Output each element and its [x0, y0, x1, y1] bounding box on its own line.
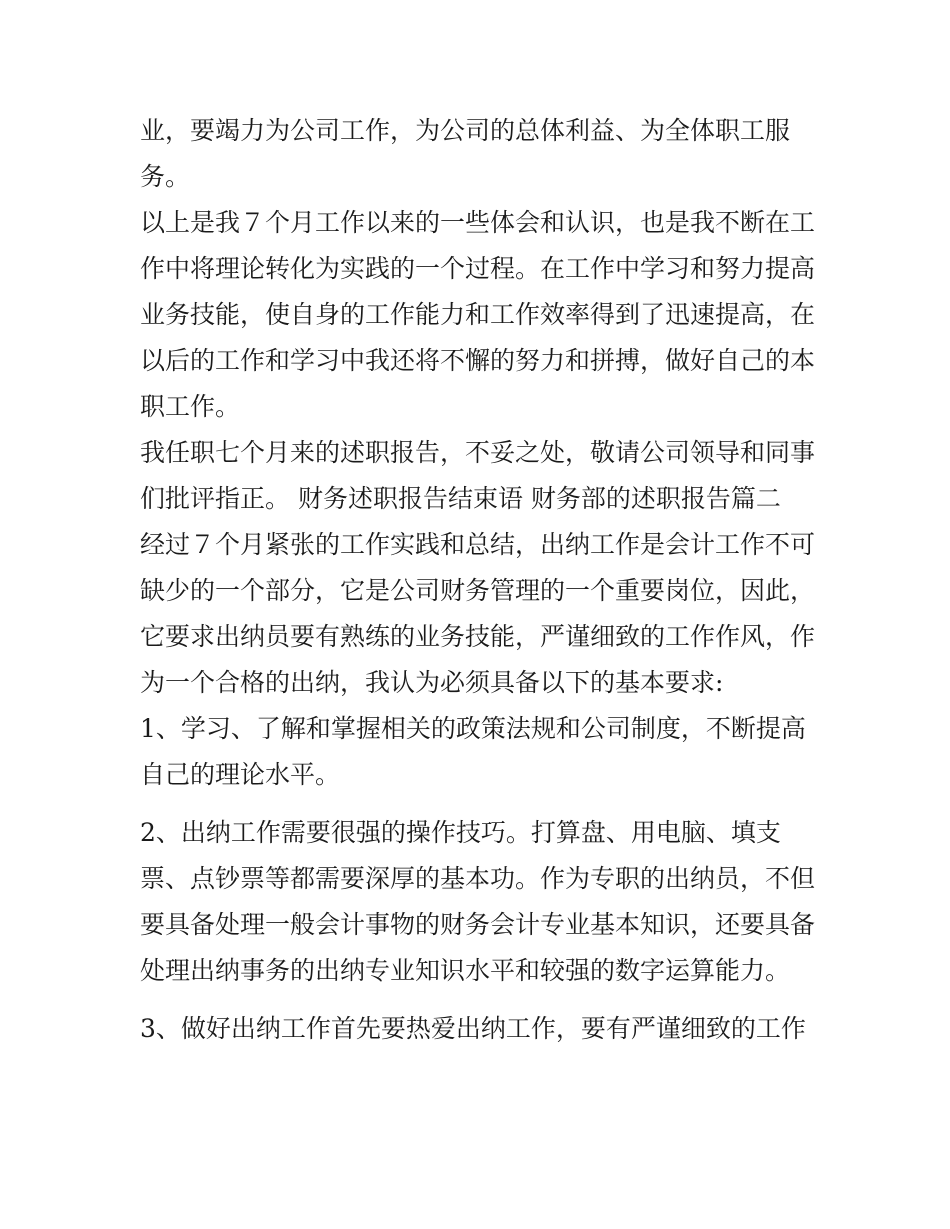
- text-line: 业，要竭力为公司工作，为公司的总体利益、为全体职工服: [140, 116, 791, 145]
- text-line: 它要求出纳员要有熟练的业务技能，严谨细致的工作作风，作: [140, 622, 816, 651]
- text-line: 缺少的一个部分，它是公司财务管理的一个重要岗位，因此，: [140, 576, 816, 605]
- text-line: 业务技能，使自身的工作能力和工作效率得到了迅速提高，在: [140, 300, 816, 329]
- text-line: 要具备处理一般会计事物的财务会计专业基本知识，还要具备: [140, 910, 816, 939]
- text-line: 处理出纳事务的出纳专业知识水平和较强的数字运算能力。: [140, 956, 791, 985]
- text-line: 我任职七个月来的述职报告，不妥之处，敬请公司领导和同事: [140, 438, 816, 467]
- text-line: 经过７个月紧张的工作实践和总结，出纳工作是会计工作不可: [140, 530, 816, 559]
- document-body: [140, 108, 820, 1052]
- text-line: 以后的工作和学习中我还将不懈的努力和拼搏，做好自己的本: [140, 346, 816, 375]
- text-line: 3、做好出纳工作首先要热爱出纳工作，要有严谨细致的工作: [140, 1014, 806, 1043]
- text-line: 票、点钞票等都需要深厚的基本功。作为专职的出纳员，不但: [140, 864, 816, 893]
- text-line: 职工作。: [140, 392, 241, 421]
- text-line: 1、学习、了解和掌握相关的政策法规和公司制度，不断提高: [140, 714, 806, 743]
- text-line: 作中将理论转化为实践的一个过程。在工作中学习和努力提高: [140, 254, 816, 283]
- text-line: 自己的理论水平。: [140, 760, 341, 789]
- text-line: 为一个合格的出纳，我认为必须具备以下的基本要求:: [140, 668, 724, 697]
- text-line: 们批评指正。 财务述职报告结束语 财务部的述职报告篇二: [140, 484, 781, 513]
- text-line: 务。: [140, 162, 191, 191]
- text-line: 2、出纳工作需要很强的操作技巧。打算盘、用电脑、填支: [140, 818, 781, 847]
- text-line: 以上是我７个月工作以来的一些体会和认识，也是我不断在工: [140, 208, 816, 237]
